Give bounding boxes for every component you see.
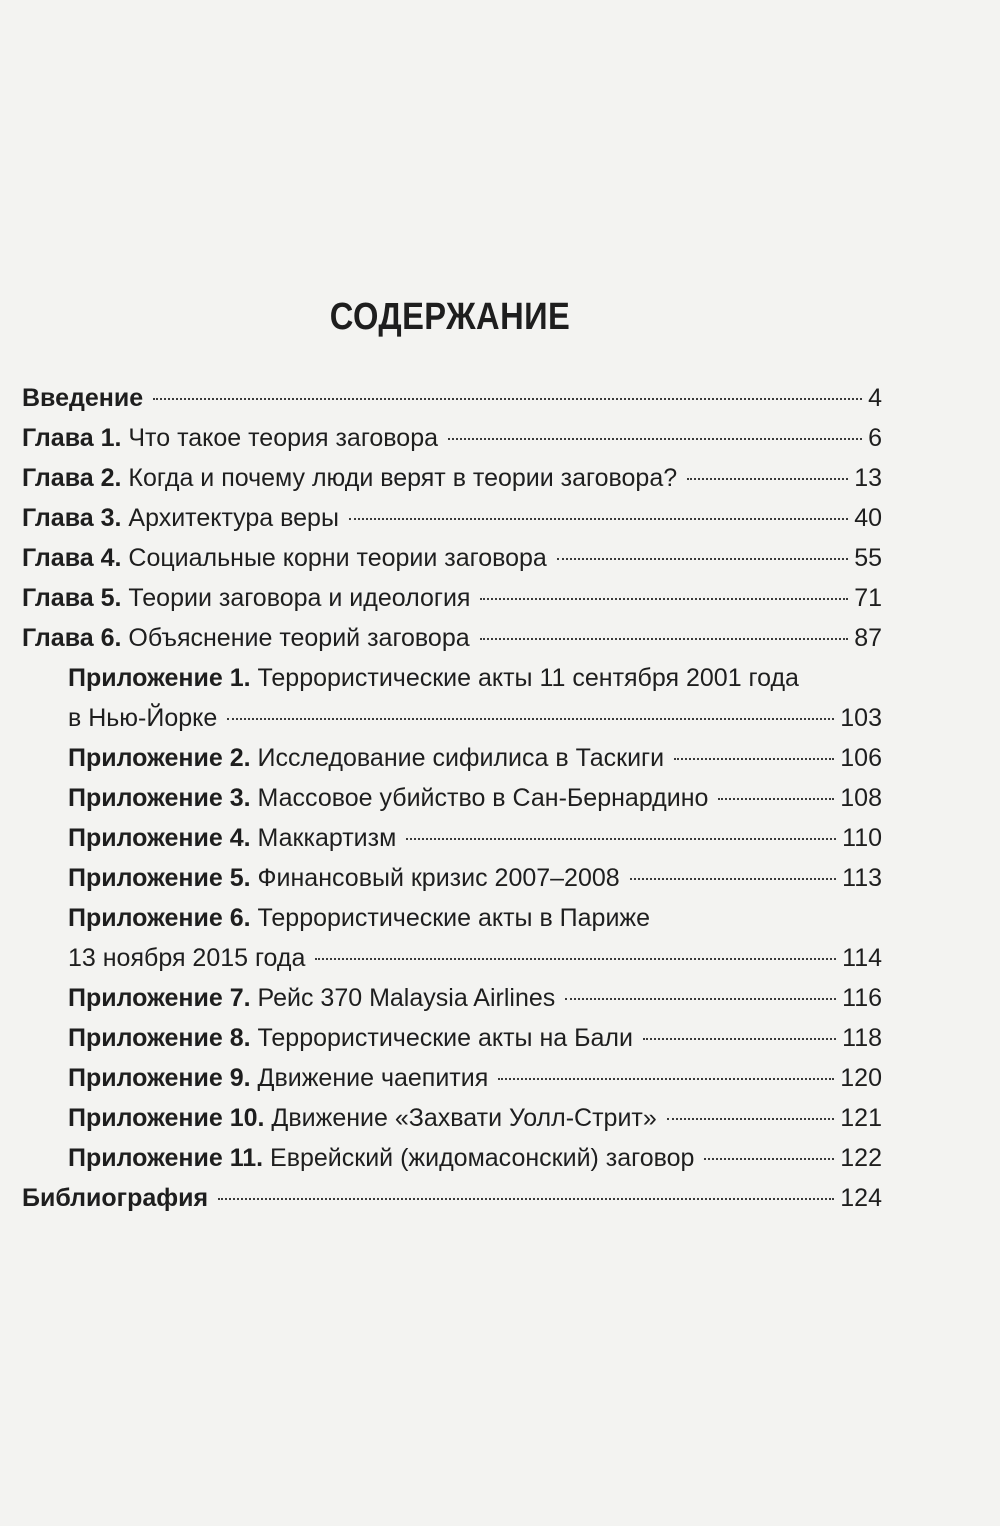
entry-title: Террористические акты в Париже — [250, 904, 651, 932]
toc-entry-chapter-1[interactable] — [22, 418, 882, 458]
page-number: 71 — [854, 584, 882, 612]
toc-entry-appendix-9[interactable] — [22, 1058, 882, 1098]
dot-leader — [218, 1198, 834, 1200]
toc-entry-appendix-4[interactable] — [22, 818, 882, 858]
dot-leader — [498, 1078, 834, 1080]
toc-entry-chapter-2[interactable] — [22, 458, 882, 498]
entry-title: Объяснение теорий заговора — [121, 624, 470, 652]
page-number: 121 — [840, 1104, 882, 1132]
dot-leader — [557, 558, 848, 560]
page-number: 110 — [842, 824, 882, 852]
entry-label: Приложение 1. — [68, 664, 251, 692]
dot-leader — [643, 1038, 836, 1040]
page-title: СОДЕРЖАНИЕ — [329, 296, 571, 338]
toc-entry-appendix-6[interactable] — [22, 898, 882, 938]
toc-entry-appendix-8[interactable] — [22, 1018, 882, 1058]
page-number: 103 — [840, 704, 882, 732]
toc-entry-appendix-3[interactable] — [22, 778, 882, 818]
entry-label: Приложение 11. — [68, 1144, 264, 1172]
toc-entry-appendix-10[interactable] — [22, 1098, 882, 1138]
entry-title: Движение чаепития — [250, 1064, 489, 1092]
page-number: 122 — [840, 1144, 882, 1172]
entry-label: Глава 6. — [22, 624, 122, 652]
entry-label: Приложение 6. — [68, 904, 251, 932]
entry-label: Глава 2. — [22, 464, 122, 492]
page-number: 40 — [854, 504, 882, 532]
page-number: 106 — [840, 744, 882, 772]
page-number: 113 — [842, 864, 882, 892]
entry-title: Еврейский (жидомасонский) заговор — [263, 1144, 695, 1172]
toc-entry-appendix-1[interactable] — [22, 658, 882, 698]
toc-entry-chapter-4[interactable] — [22, 538, 882, 578]
dot-leader — [674, 758, 834, 760]
entry-title: Рейс 370 Malaysia Airlines — [250, 984, 556, 1012]
toc-entry-appendix-7[interactable] — [22, 978, 882, 1018]
entry-title-continuation: 13 ноября 2015 года — [68, 944, 306, 972]
dot-leader — [480, 598, 848, 600]
entry-title: Когда и почему люди верят в теории заговора? — [121, 464, 678, 492]
page-number: 55 — [854, 544, 882, 572]
entry-label: Приложение 5. — [68, 864, 251, 892]
page-number: 116 — [842, 984, 882, 1012]
dot-leader — [227, 718, 834, 720]
toc-entry-appendix-5[interactable] — [22, 858, 882, 898]
entry-label: Библиография — [22, 1184, 209, 1212]
dot-leader — [667, 1118, 835, 1120]
entry-title: Архитектура веры — [121, 504, 339, 532]
entry-title: Террористические акты 11 сентября 2001 года — [250, 664, 799, 692]
entry-label: Приложение 8. — [68, 1024, 251, 1052]
entry-title: Финансовый кризис 2007–2008 — [250, 864, 620, 892]
page-number: 124 — [840, 1184, 882, 1212]
toc-entry-chapter-5[interactable] — [22, 578, 882, 618]
page-number: 114 — [842, 944, 882, 972]
page-number: 120 — [840, 1064, 882, 1092]
entry-title-continuation: в Нью-Йорке — [68, 704, 218, 732]
entry-label: Приложение 7. — [68, 984, 251, 1012]
entry-title: Социальные корни теории заговора — [121, 544, 547, 572]
page-number: 4 — [868, 384, 882, 412]
page-number: 6 — [868, 424, 882, 452]
entry-title: Террористические акты на Бали — [250, 1024, 633, 1052]
page-number: 108 — [840, 784, 882, 812]
entry-label: Глава 3. — [22, 504, 122, 532]
entry-title: Движение «Захвати Уолл-Стрит» — [264, 1104, 657, 1132]
entry-title: Исследование сифилиса в Таскиги — [250, 744, 665, 772]
dot-leader — [349, 518, 848, 520]
page-number: 13 — [854, 464, 882, 492]
dot-leader — [565, 998, 836, 1000]
toc-entry-chapter-3[interactable] — [22, 498, 882, 538]
dot-leader — [448, 438, 862, 440]
entry-label: Введение — [22, 384, 144, 412]
entry-title: Теории заговора и идеология — [121, 584, 471, 612]
toc-entry-bibliography[interactable] — [22, 1178, 882, 1218]
entry-title: Маккартизм — [250, 824, 397, 852]
dot-leader — [718, 798, 834, 800]
dot-leader — [704, 1158, 834, 1160]
dot-leader — [315, 958, 836, 960]
toc-entry-appendix-6-continuation[interactable] — [22, 938, 882, 978]
entry-title: Массовое убийство в Сан-Бернардино — [250, 784, 709, 812]
toc-entry-chapter-6[interactable] — [22, 618, 882, 658]
toc-entry-introduction[interactable] — [22, 378, 882, 418]
dot-leader — [406, 838, 836, 840]
entry-label: Глава 5. — [22, 584, 122, 612]
entry-label: Приложение 4. — [68, 824, 251, 852]
toc-entry-appendix-1-continuation[interactable] — [22, 698, 882, 738]
entry-label: Приложение 2. — [68, 744, 251, 772]
entry-title: Что такое теория заговора — [121, 424, 439, 452]
dot-leader — [687, 478, 848, 480]
entry-label: Приложение 10. — [68, 1104, 265, 1132]
entry-label: Приложение 3. — [68, 784, 251, 812]
dot-leader — [480, 638, 849, 640]
table-of-contents — [22, 378, 882, 1218]
page-number: 87 — [854, 624, 882, 652]
entry-label: Приложение 9. — [68, 1064, 251, 1092]
entry-label: Глава 4. — [22, 544, 122, 572]
entry-label: Глава 1. — [22, 424, 122, 452]
toc-entry-appendix-2[interactable] — [22, 738, 882, 778]
toc-entry-appendix-11[interactable] — [22, 1138, 882, 1178]
dot-leader — [630, 878, 836, 880]
page-number: 118 — [842, 1024, 882, 1052]
dot-leader — [153, 398, 862, 400]
